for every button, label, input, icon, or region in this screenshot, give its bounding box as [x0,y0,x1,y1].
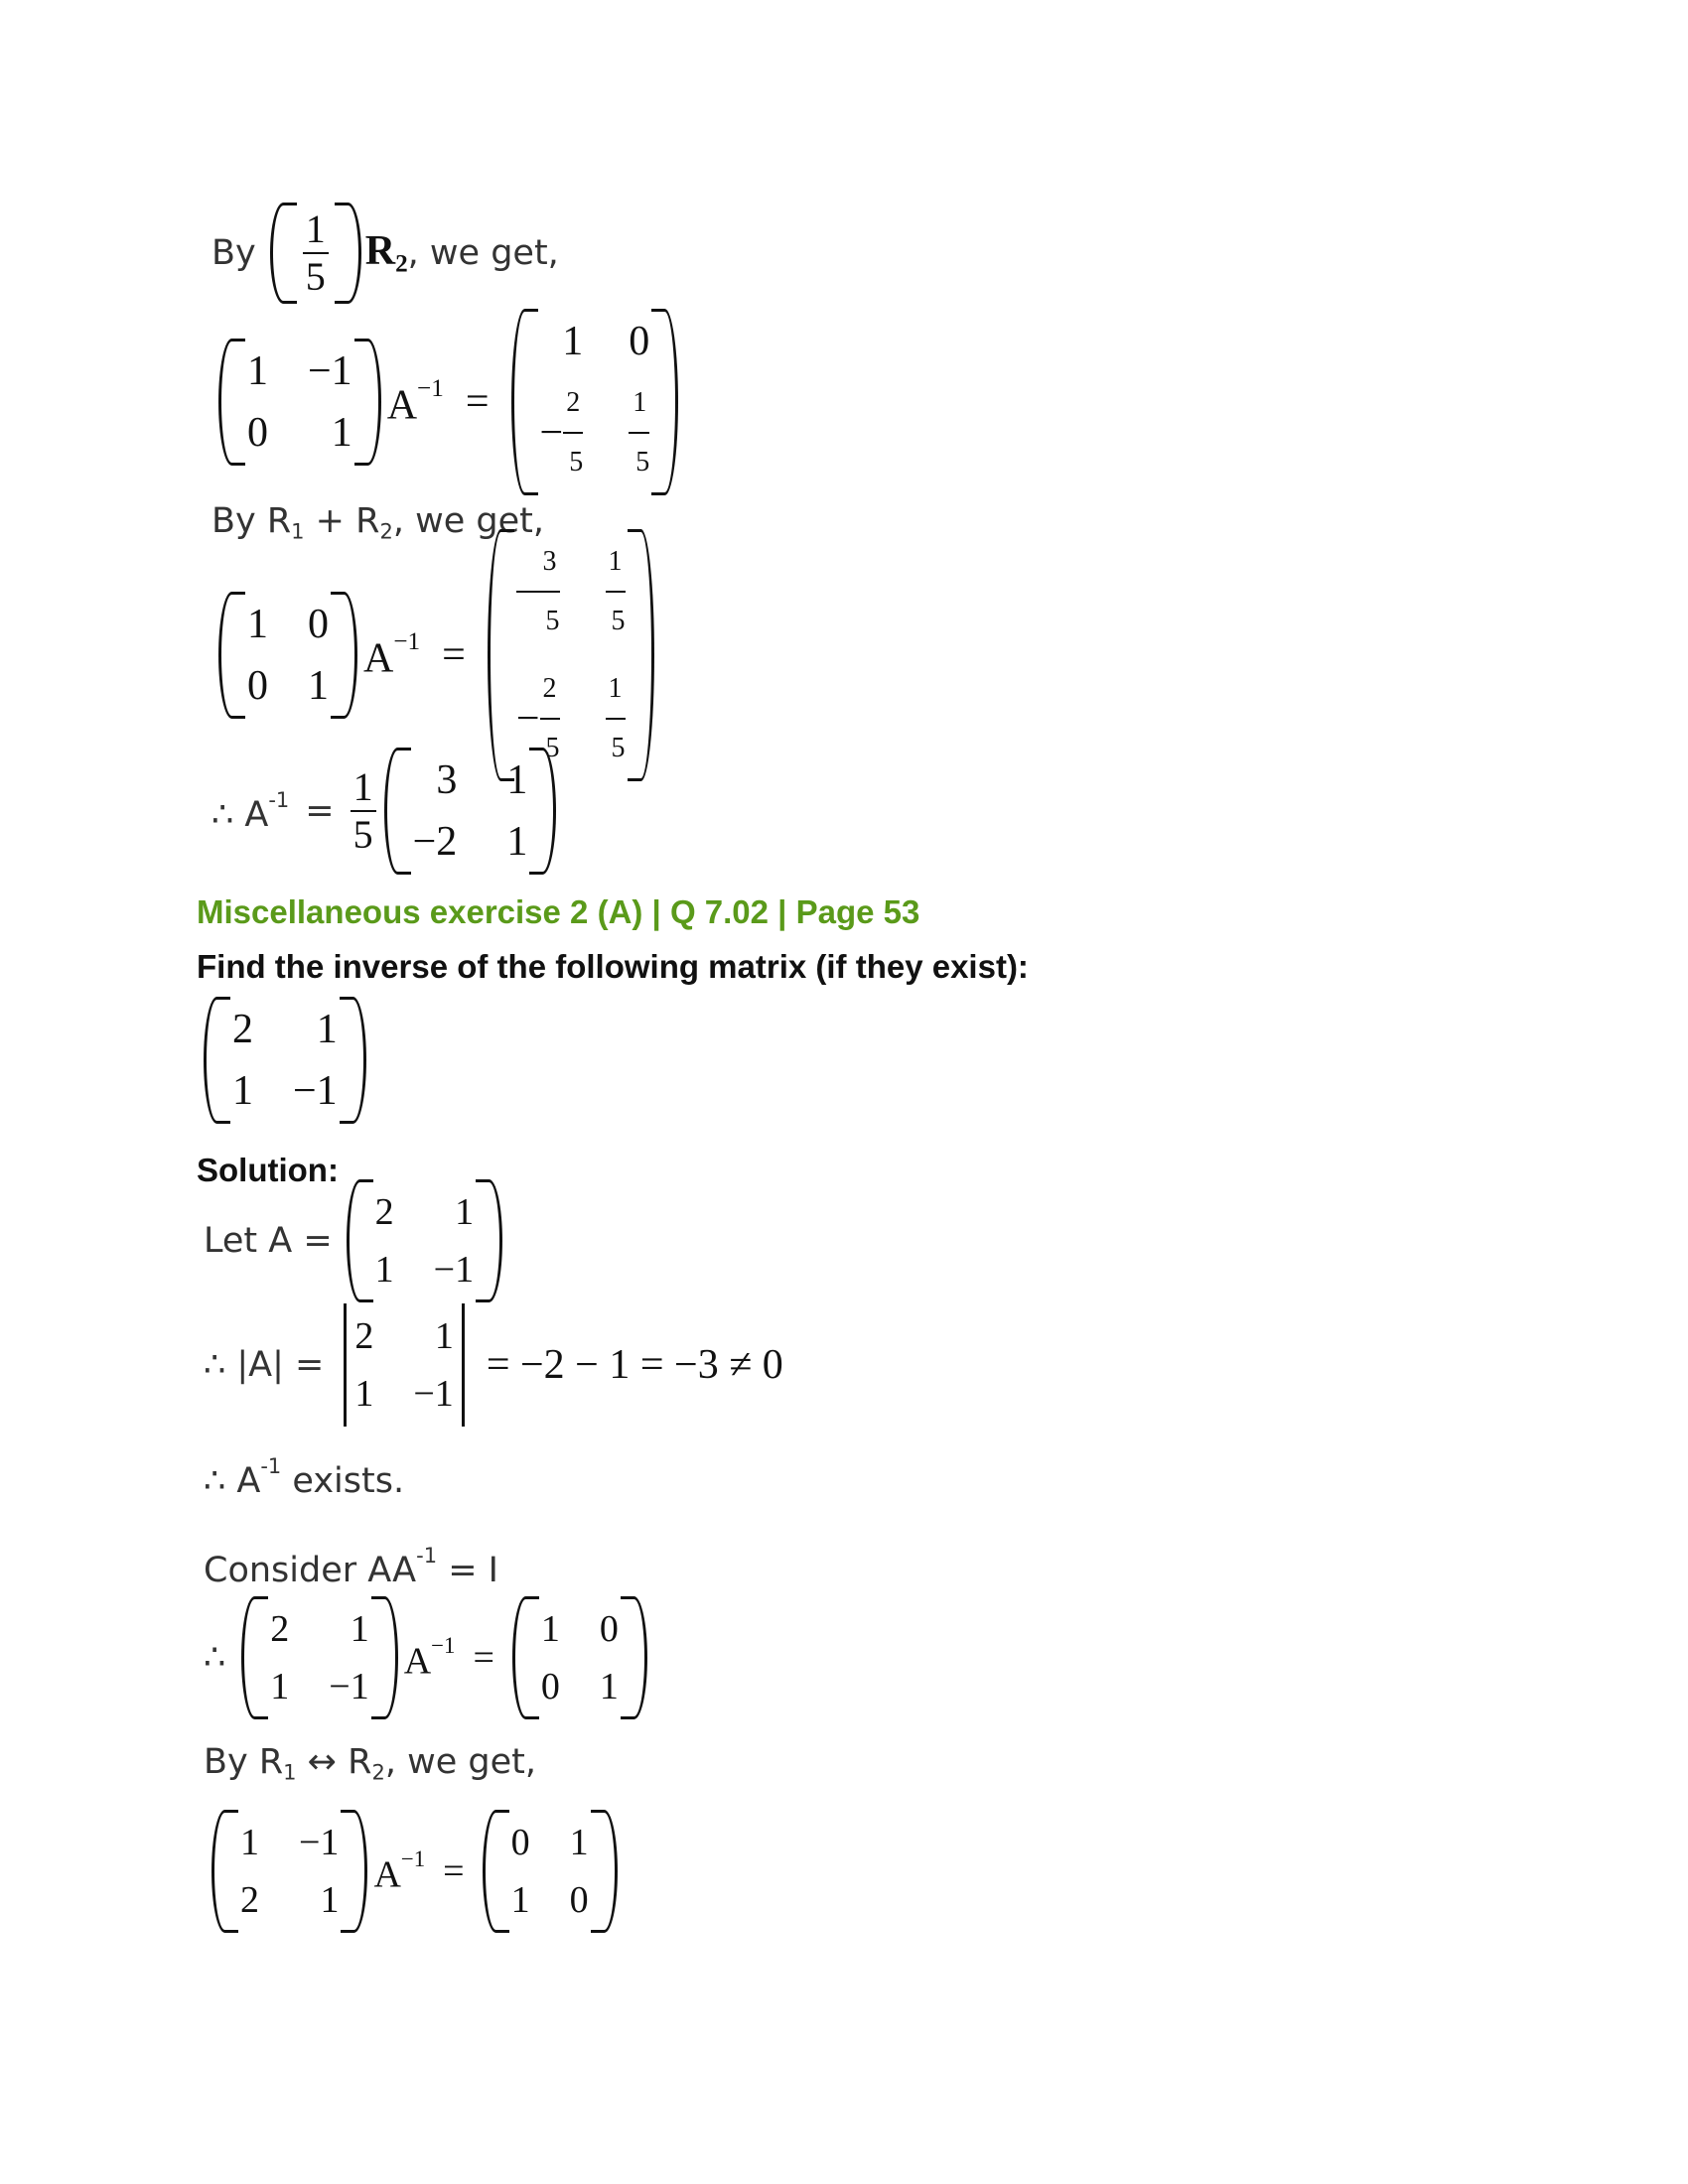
eq4-lhs-matrix: 1 −1 2 1 [211,1810,367,1933]
equation-1: 1 −1 0 1 $A^{-1}$ = 1 0 − $\frac{2}{5}$ 1 5 [218,338,678,467]
exists-line: ∴ $A^{-1}$ exists. [204,1454,405,1501]
step-3-line: By $R_1$ ↔ $R_2$, we get, [204,1742,536,1785]
eq2-lhs-matrix: 1 0 0 1 [218,592,357,719]
eq3-rhs-matrix: 1 0 0 1 [512,1596,647,1719]
let-a-matrix: 2 1 1 −1 [347,1179,502,1302]
result-matrix: 3 1 −2 1 [384,748,557,875]
determinant-line: ∴ |A| = 2 1 1 −1 = −2 − 1 = −3 ≠ 0 [204,1310,783,1420]
equation-2: 1 0 0 1 $A^{-1}$ = 3 5 1 5 − $\frac{2}{5}$ 1 5 [218,581,654,730]
let-a-line: Let A = 2 1 1 −1 [204,1186,502,1296]
step-1-after: , we get, [407,233,559,273]
eq3-lhs-matrix: 2 1 1 −1 [241,1596,397,1719]
eq1-lhs-matrix: 1 −1 0 1 [218,339,381,466]
determinant-matrix: 2 1 1 −1 [338,1303,470,1427]
equation-4: 1 −1 2 1 $A^{-1}$ = 0 1 1 0 [211,1817,618,1926]
step-1-line: By $\frac{1}{5}$ $R_2$ , we get, [211,199,559,308]
result-scalar: $\frac{1}{5}$ [351,764,376,858]
scalar-fraction: $\frac{1}{5}$ [270,203,361,304]
eq2-ainv: $A^{-1}$ [363,627,421,682]
exercise-heading: Miscellaneous exercise 2 (A) | Q 7.02 | Page 53 [197,893,920,930]
step-2-line: By $R_1 + R_2$, we get, [211,501,544,544]
eq1-rhs-matrix: 1 0 − $\frac{2}{5}$ 1 5 [511,309,679,495]
question-matrix: 2 1 1 −1 [204,998,366,1122]
eq2-rhs-matrix: 3 5 1 5 − $\frac{2}{5}$ 1 5 [488,529,654,781]
consider-line: Consider $AA^{-1} = I$ [204,1544,498,1590]
solution-label: Solution: [197,1152,339,1188]
equation-3: ∴ 2 1 1 −1 $A^{-1}$ = 1 0 0 1 [204,1603,647,1712]
question-text: Find the inverse of the following matrix (if they exist): [197,948,1029,985]
eq1-ainv: $A^{-1}$ [386,374,444,429]
result-line: ∴ $A^{-1}$ = $\frac{1}{5}$ 3 1 −2 1 [211,747,556,876]
determinant-value: = −2 − 1 = −3 ≠ 0 [486,1342,783,1388]
eq4-rhs-matrix: 0 1 1 0 [483,1810,618,1933]
step-1-by: By [211,233,256,273]
